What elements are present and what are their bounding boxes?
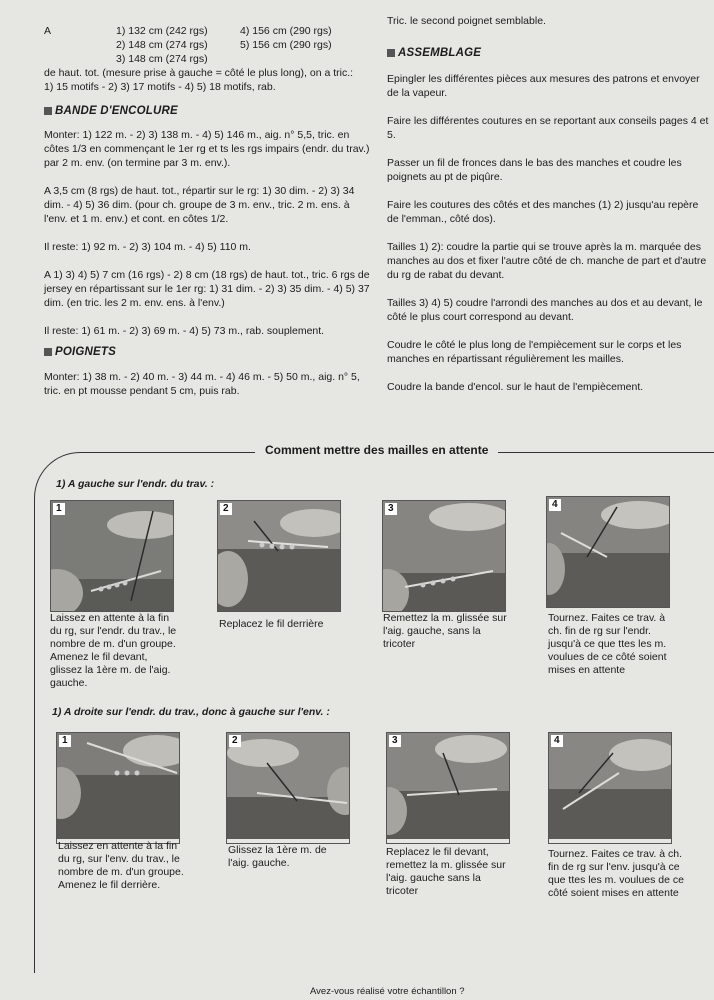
step-a4-caption: Tournez. Faites ce trav. à ch. fin de rg sur l'endr. jusqu'à ce que ttes les m. voulues de ce côté soient mises en attente [548, 612, 667, 676]
encolure-p1: Monter: 1) 122 m. - 2) 3) 138 m. - 4) 5) 146 m., aig. n° 5,5, tric. en côtes 1/3 en commençant le 1er rg et ts les rgs impairs (endr. du trav.) par 2 m. env. (on termine par 3 m. env.). [44, 129, 370, 169]
assemblage-text [387, 72, 709, 394]
step-number: 2 [220, 503, 232, 515]
assemblage-p4: Faire les coutures des côtés et des manches (1) 2) jusqu'au repère de l'emman., côté dos). [387, 199, 699, 225]
page-footer: Avez-vous réalisé votre échantillon ? [310, 986, 465, 997]
size-height-line: de haut. tot. (mesure prise à gauche = côté le plus long), on a tric.: [44, 67, 354, 79]
step-number: 3 [389, 735, 401, 747]
size-grid [116, 24, 360, 66]
assemblage-heading-text: ASSEMBLAGE [398, 47, 482, 59]
size-motifs-line: 1) 15 motifs - 2) 3) 17 motifs - 4) 5) 18 motifs, rab. [44, 81, 276, 93]
step-b3-caption: Replacez le fil devant, remettez la m. glissée sur l'aig. gauche sans la tricoter [386, 846, 506, 897]
step-number: 2 [229, 735, 241, 747]
size-3: 3) 148 cm (274 rgs) [116, 53, 208, 65]
assemblage-p6: Tailles 3) 4) 5) coudre l'arrondi des manches au dos et au devant, le côté le plus court correspond au devant. [387, 297, 703, 323]
assemblage-p3: Passer un fil de fronces dans le bas des manches et coudre les poignets au pt de piqûre. [387, 157, 682, 183]
poignets-heading [44, 346, 116, 358]
panel-title: Comment mettre des mailles en attente [255, 443, 498, 457]
step-b1-photo [56, 732, 180, 844]
encolure-p3: Il reste: 1) 92 m. - 2) 3) 104 m. - 4) 5) 110 m. [44, 241, 251, 253]
size-label: A [44, 25, 52, 37]
poignets-heading-text: POIGNETS [55, 346, 117, 358]
step-b4-photo [548, 732, 672, 844]
heading-square-icon [387, 49, 395, 57]
section-a-title: 1) A gauche sur l'endr. du trav. : [56, 478, 215, 490]
step-a1-caption: Laissez en attente à la fin du rg, sur l'endr. du trav., le nombre de m. d'un groupe. Amenez le fil devant, glissez la 1ère m. de l'aig. gauche. [50, 612, 177, 689]
step-number: 4 [551, 735, 563, 747]
step-b2-photo [226, 732, 350, 844]
section-b-title: 1) A droite sur l'endr. du trav., donc à gauche sur l'env. : [52, 706, 330, 718]
assemblage-p5: Tailles 1) 2): coudre la partie qui se trouve après la m. marquée des manches au dos et fixer l'autre côté de ch. manche de part et d'autre du rg de rabat du devant. [387, 241, 707, 281]
step-b1-caption: Laissez en attente à la fin du rg, sur l'env. du trav., le nombre de m. d'un groupe. Amenez le fil derrière. [58, 840, 184, 891]
encolure-p4: A 1) 3) 4) 5) 7 cm (16 rgs) - 2) 8 cm (18 rgs) de haut. tot., tric. 6 rgs de jersey en répartissant sur le 1er rg: 1) 31 dim. - 2) 3) 35 dim. - 4) 5) 37 dim. (en tric. les 2 m. env. ens. à l'env.) [44, 269, 370, 309]
step-a1-photo [50, 500, 174, 612]
size-1: 1) 132 cm (242 rgs) [116, 25, 208, 37]
size-5: 5) 156 cm (290 rgs) [240, 39, 332, 51]
size-4: 4) 156 cm (290 rgs) [240, 25, 332, 37]
heading-square-icon [44, 348, 52, 356]
poignet-second-text: Tric. le second poignet semblable. [387, 15, 546, 27]
assemblage-p1: Epingler les différentes pièces aux mesures des patrons et envoyer de la vapeur. [387, 73, 700, 99]
step-number: 4 [549, 499, 561, 511]
step-a3-photo [382, 500, 506, 612]
encolure-heading-text: BANDE D'ENCOLURE [55, 105, 178, 117]
assemblage-p7: Coudre le côté le plus long de l'empiècement sur le corps et les manches en répartissant régulièrement les mailles. [387, 339, 682, 365]
poignets-text [44, 370, 374, 398]
step-number: 3 [385, 503, 397, 515]
encolure-text [44, 128, 374, 338]
size-block [44, 24, 374, 94]
step-b4-caption: Tournez. Faites ce trav. à ch. fin de rg sur l'env. jusqu'à ce que ttes les m. voulues de ce côté soient mises en attente [548, 848, 684, 899]
encolure-p2: A 3,5 cm (8 rgs) de haut. tot., répartir sur le rg: 1) 30 dim. - 2) 3) 34 dim. - 4) 5) 36 dim. (pour ch. groupe de 3 m. env., tric. 2 m. ens. à l'env. et 1 m. env.) et cont. en côtes 1/2. [44, 185, 355, 225]
assemblage-heading [387, 47, 481, 59]
size-2: 2) 148 cm (274 rgs) [116, 39, 208, 51]
step-a3-caption: Remettez la m. glissée sur l'aig. gauche, sans la tricoter [383, 612, 507, 650]
step-a4-photo [546, 496, 670, 608]
encolure-p5: Il reste: 1) 61 m. - 2) 3) 69 m. - 4) 5) 73 m., rab. souplement. [44, 325, 325, 337]
step-number: 1 [59, 735, 71, 747]
step-a2-photo [217, 500, 341, 612]
step-b3-photo [386, 732, 510, 844]
encolure-heading [44, 105, 178, 117]
step-number: 1 [53, 503, 65, 515]
poignets-p1: Monter: 1) 38 m. - 2) 40 m. - 3) 44 m. - 4) 46 m. - 5) 50 m., aig. n° 5, tric. en pt mousse pendant 5 cm, puis rab. [44, 371, 360, 397]
step-a2-caption: Replacez le fil derrière [219, 618, 324, 630]
assemblage-p8: Coudre la bande d'encol. sur le haut de l'empiècement. [387, 381, 644, 393]
heading-square-icon [44, 107, 52, 115]
assemblage-p2: Faire les différentes coutures en se reportant aux conseils pages 4 et 5. [387, 115, 709, 141]
step-b2-caption: Glissez la 1ère m. de l'aig. gauche. [228, 844, 327, 869]
